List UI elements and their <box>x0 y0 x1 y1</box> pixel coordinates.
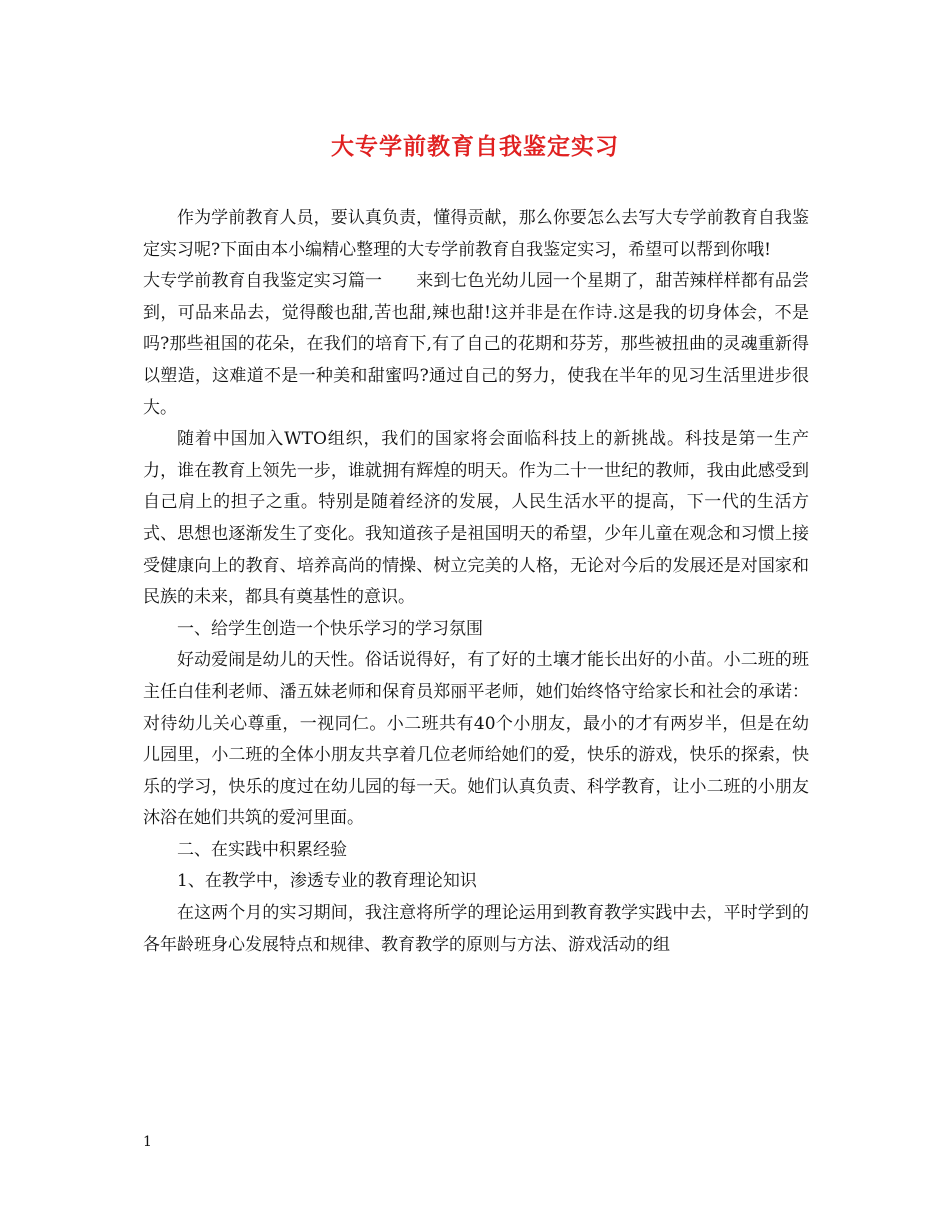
heading-practice-experience: 二、在实践中积累经验 <box>177 839 347 860</box>
intro-paragraph: 作为学前教育人员，要认真负责，懂得贡献，那么你要怎么去写大专学前教育自我鉴定实习呢?下面由本小编精心整理的大专学前教育自我鉴定实习，希望可以帮到你哦! <box>143 208 809 260</box>
document-body <box>143 203 809 961</box>
internship-paragraph: 在这两个月的实习期间，我注意将所学的理论运用到教育教学实践中去，平时学到的各年龄班身心发展特点和规律、教育教学的原则与方法、游戏活动的组 <box>143 903 809 955</box>
class-teachers-paragraph: 好动爱闹是幼儿的天性。俗话说得好，有了好的土壤才能长出好的小苗。小二班的班主任白佳利老师、潘五妹老师和保育员郑丽平老师，她们始终恪守给家长和社会的承诺：对待幼儿关心尊重，一视同仁。小二班共有40个小朋友，最小的才有两岁半，但是在幼儿园里，小二班的全体小朋友共享着几位老师给她们的爱，快乐的游戏，快乐的探索，快乐的学习，快乐的度过在幼儿园的每一天。她们认真负责、科学教育，让小二班的小朋友沐浴在她们共筑的爱河里面。 <box>143 650 809 829</box>
page-number: 1 <box>143 1134 152 1150</box>
document-title: 大专学前教育自我鉴定实习 <box>331 133 619 160</box>
subheading-teaching-theory: 1、在教学中，渗透专业的教育理论知识 <box>177 871 477 892</box>
heading-learning-atmosphere: 一、给学生创造一个快乐学习的学习氛围 <box>177 618 483 639</box>
section-one-intro-paragraph: 大专学前教育自我鉴定实习篇一 来到七色光幼儿园一个星期了，甜苦辣样样都有品尝到，可品来品去，觉得酸也甜,苦也甜,辣也甜!这并非是在作诗.这是我的切身体会，不是吗?那些祖国的花朵，在我们的培育下,有了自己的花期和芬芳，那些被扭曲的灵魂重新得以塑造，这难道不是一种美和甜蜜吗?通过自己的努力，使我在半年的见习生活里进步很大。 <box>143 271 809 418</box>
wto-paragraph: 随着中国加入WTO组织，我们的国家将会面临科技上的新挑战。科技是第一生产力，谁在教育上领先一步，谁就拥有辉煌的明天。作为二十一世纪的教师，我由此感受到自己肩上的担子之重。特别是随着经济的发展，人民生活水平的提高，下一代的生活方式、思想也逐渐发生了变化。我知道孩子是祖国明天的希望，少年儿童在观念和习惯上接受健康向上的教育、培养高尚的情操、树立完美的人格，无论对今后的发展还是对国家和民族的未来，都具有奠基性的意识。 <box>143 429 809 608</box>
